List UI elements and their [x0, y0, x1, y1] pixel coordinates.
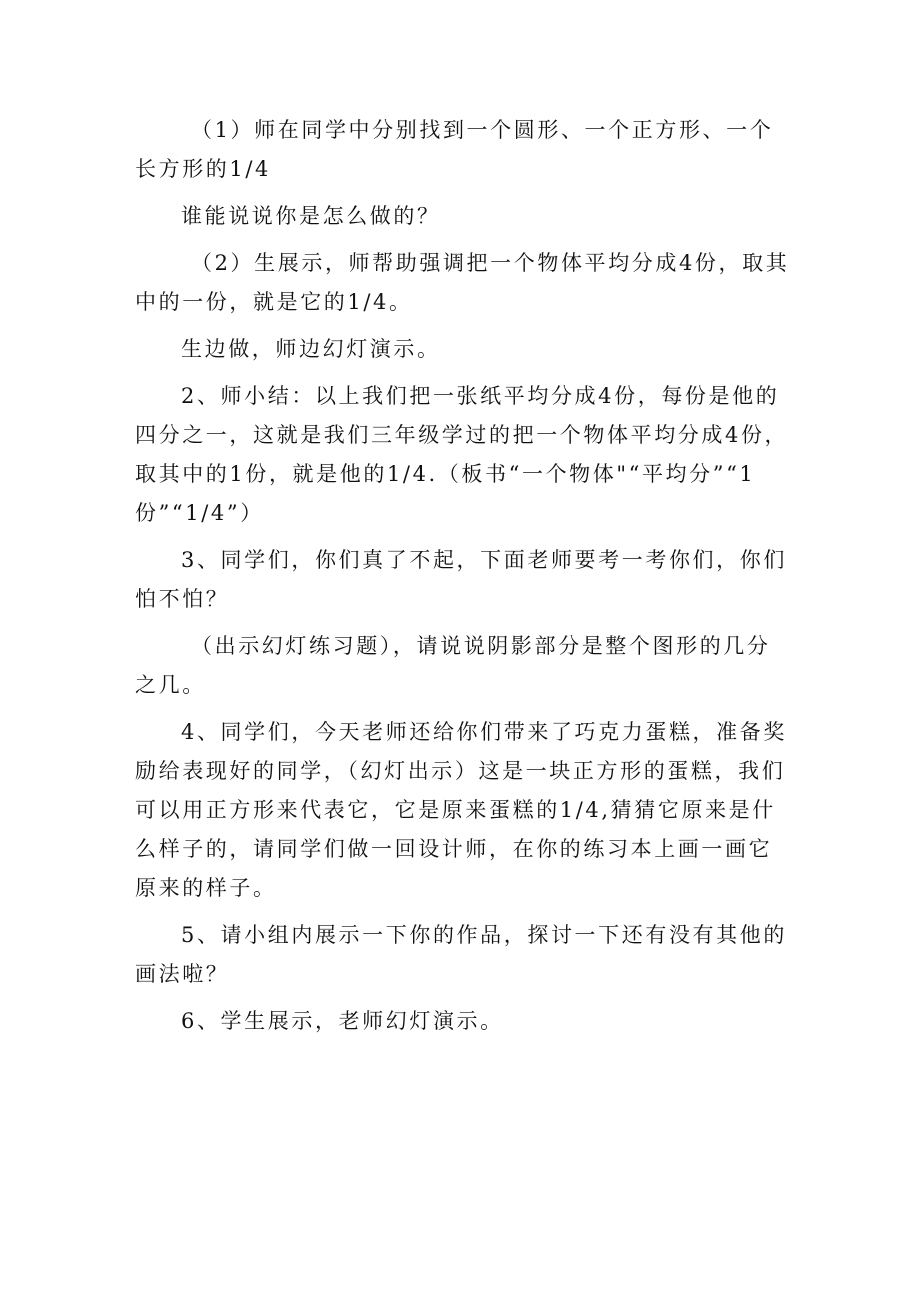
paragraph-student-show: 6、学生展示，老师幻灯演示。 — [181, 1009, 504, 1033]
paragraph-summary: 2、师小结：以上我们把一张纸平均分成4份，每份是他的四分之一，这就是我们三年级学过的把一个物体平均分成4份，取其中的1份，就是他的1/4.（板书“一个物体"“平均分”“1份”“1/4”） — [135, 384, 789, 525]
paragraph-question: 谁能说说你是怎么做的？ — [181, 204, 441, 228]
paragraph-group-share: 5、请小组内展示一下你的作品，探讨一下还有没有其他的画法啦？ — [135, 923, 787, 986]
paragraph-challenge: 3、同学们，你们真了不起，下面老师要考一考你们，你们怕不怕？ — [135, 548, 787, 611]
paragraph-step-2: （2）生展示，师帮助强调把一个物体平均分成4份，取其中的一份，就是它的1/4。 — [135, 251, 790, 314]
paragraph-cake: 4、同学们，今天老师还给你们带来了巧克力蛋糕，准备奖励给表现好的同学，（幻灯出示）这是一块正方形的蛋糕，我们可以用正方形来代表它，它是原来蛋糕的1/4,猜猜它原来是什么样子的，请同学们做一回设计师，在你的练习本上画一画它原来的样子。 — [135, 720, 787, 900]
paragraph-demo: 生边做，师边幻灯演示。 — [181, 337, 441, 361]
paragraph-step-1: （1）师在同学中分别找到一个圆形、一个正方形、一个长方形的1/4 — [135, 118, 774, 181]
paragraph-exercise: （出示幻灯练习题），请说说阴影部分是整个图形的几分之几。 — [135, 634, 771, 697]
document-body — [135, 111, 790, 1049]
